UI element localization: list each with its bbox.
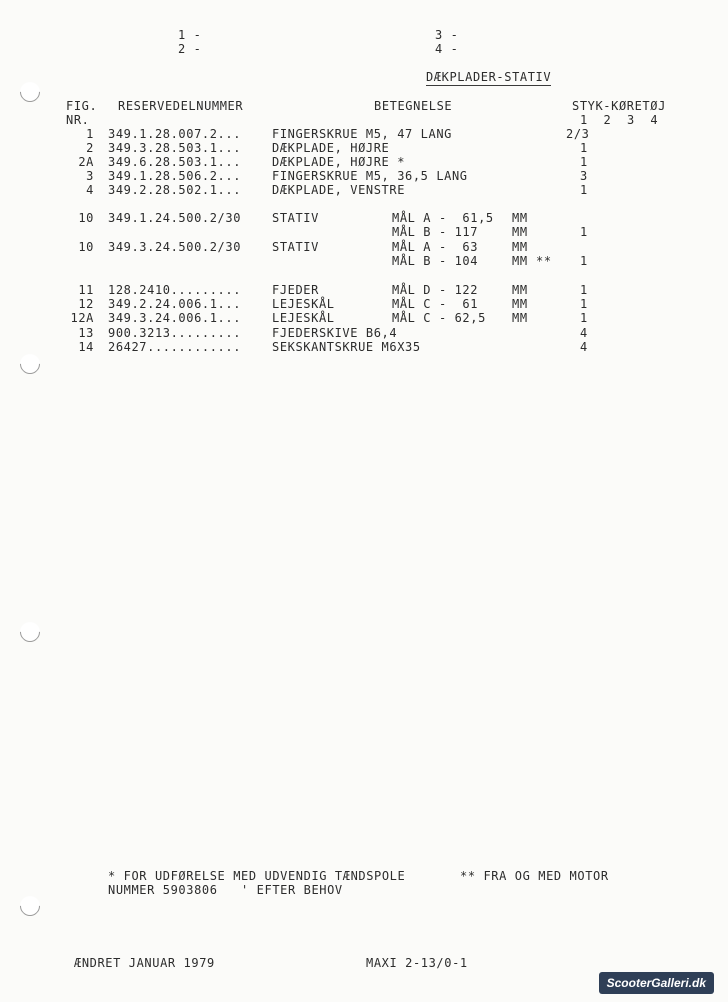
header-part-number: RESERVEDELNUMMER [118,99,244,113]
part-measurement: MÅL C - 62,5 [392,311,486,325]
table-row [0,211,728,225]
table-row [0,254,728,268]
part-quantity: 1 [580,283,588,297]
fig-number: 10 [78,211,94,225]
part-description: LEJESKÅL [272,297,335,311]
revision-date: ÆNDRET JANUAR 1979 [74,956,215,970]
header-description: BETEGNELSE [374,99,453,113]
footnote-marker: ** [536,254,552,268]
fig-number: 12 [78,297,94,311]
part-number: 349.3.28.503.1... [108,141,242,155]
table-row [0,283,728,297]
table-row [0,155,728,169]
table-row [0,326,728,340]
table-row [0,311,728,325]
footnote-single-star: * FOR UDFØRELSE MED UDVENDIG TÆNDSPOLE [108,869,406,883]
part-quantity: 4 [580,326,588,340]
part-quantity: 1 [580,297,588,311]
table-row [0,183,728,197]
part-quantity: 4 [580,340,588,354]
section-title: DÆKPLADER-STATIV [426,70,552,84]
fig-number: 2 [86,141,94,155]
part-number: 349.6.28.503.1... [108,155,242,169]
fig-number: 3 [86,169,94,183]
part-description: STATIV [272,211,319,225]
part-number: 349.2.28.502.1... [108,183,242,197]
part-quantity: 3 [580,169,588,183]
header-quantity-columns: 1 2 3 4 [580,113,659,127]
part-number: 349.2.24.006.1... [108,297,242,311]
part-description: DÆKPLADE, HØJRE * [272,155,406,169]
part-quantity: 1 [580,183,588,197]
binder-hole-4 [16,892,44,920]
part-description: STATIV [272,240,319,254]
part-number: 349.3.24.500.2/30 [108,240,242,254]
part-number: 349.1.24.500.2/30 [108,211,242,225]
top-mark-3: 3 - [435,28,459,42]
header-nr: NR. [66,113,90,127]
top-mark-2: 2 - [178,42,202,56]
scootergalleri-watermark[interactable]: ScooterGalleri.dk [599,972,714,994]
measurement-unit: MM [512,240,528,254]
part-description: LEJESKÅL [272,311,335,325]
header-fig: FIG. [66,99,98,113]
footnote-line-2: NUMMER 5903806 ' EFTER BEHOV [108,883,343,897]
measurement-unit: MM [512,254,528,268]
table-row [0,240,728,254]
fig-number: 11 [78,283,94,297]
part-number: 900.3213......... [108,326,242,340]
footnote-double-star: ** FRA OG MED MOTOR [460,869,609,883]
measurement-unit: MM [512,283,528,297]
table-row [0,340,728,354]
part-quantity: 1 [580,141,588,155]
part-quantity: 1 [580,254,588,268]
fig-number: 12A [70,311,94,325]
table-row [0,141,728,155]
table-row [0,127,728,141]
part-number: 128.2410......... [108,283,242,297]
part-description: FINGERSKRUE M5, 36,5 LANG [272,169,468,183]
fig-number: 1 [86,127,94,141]
binder-hole-2 [16,350,44,378]
part-quantity: 1 [580,155,588,169]
part-description: FJEDERSKIVE B6,4 [272,326,398,340]
part-measurement: MÅL B - 117 [392,225,479,239]
top-mark-4: 4 - [435,42,459,56]
part-description: FINGERSKRUE M5, 47 LANG [272,127,452,141]
fig-number: 14 [78,340,94,354]
part-measurement: MÅL C - 61 [392,297,479,311]
binder-hole-1 [16,78,44,106]
part-description: DÆKPLADE, VENSTRE [272,183,406,197]
measurement-unit: MM [512,225,528,239]
part-measurement: MÅL A - 63 [392,240,479,254]
part-measurement: MÅL A - 61,5 [392,211,494,225]
measurement-unit: MM [512,311,528,325]
header-quantity: STYK-KØRETØJ [572,99,666,113]
part-quantity: 2/3 [566,127,590,141]
part-quantity: 1 [580,311,588,325]
fig-number: 4 [86,183,94,197]
top-mark-1: 1 - [178,28,202,42]
part-number: 349.1.28.007.2... [108,127,242,141]
part-quantity: 1 [580,225,588,239]
measurement-unit: MM [512,297,528,311]
part-number: 349.1.28.506.2... [108,169,242,183]
table-row [0,297,728,311]
part-description: SEKSKANTSKRUE M6X35 [272,340,421,354]
binder-hole-3 [16,618,44,646]
fig-number: 2A [78,155,94,169]
part-number: 349.3.24.006.1... [108,311,242,325]
fig-number: 13 [78,326,94,340]
fig-number: 10 [78,240,94,254]
table-row [0,225,728,239]
page-code: MAXI 2-13/0-1 [366,956,468,970]
part-description: DÆKPLADE, HØJRE [272,141,390,155]
part-measurement: MÅL B - 104 [392,254,479,268]
part-measurement: MÅL D - 122 [392,283,479,297]
table-row [0,169,728,183]
measurement-unit: MM [512,211,528,225]
part-number: 26427............ [108,340,242,354]
part-description: FJEDER [272,283,319,297]
